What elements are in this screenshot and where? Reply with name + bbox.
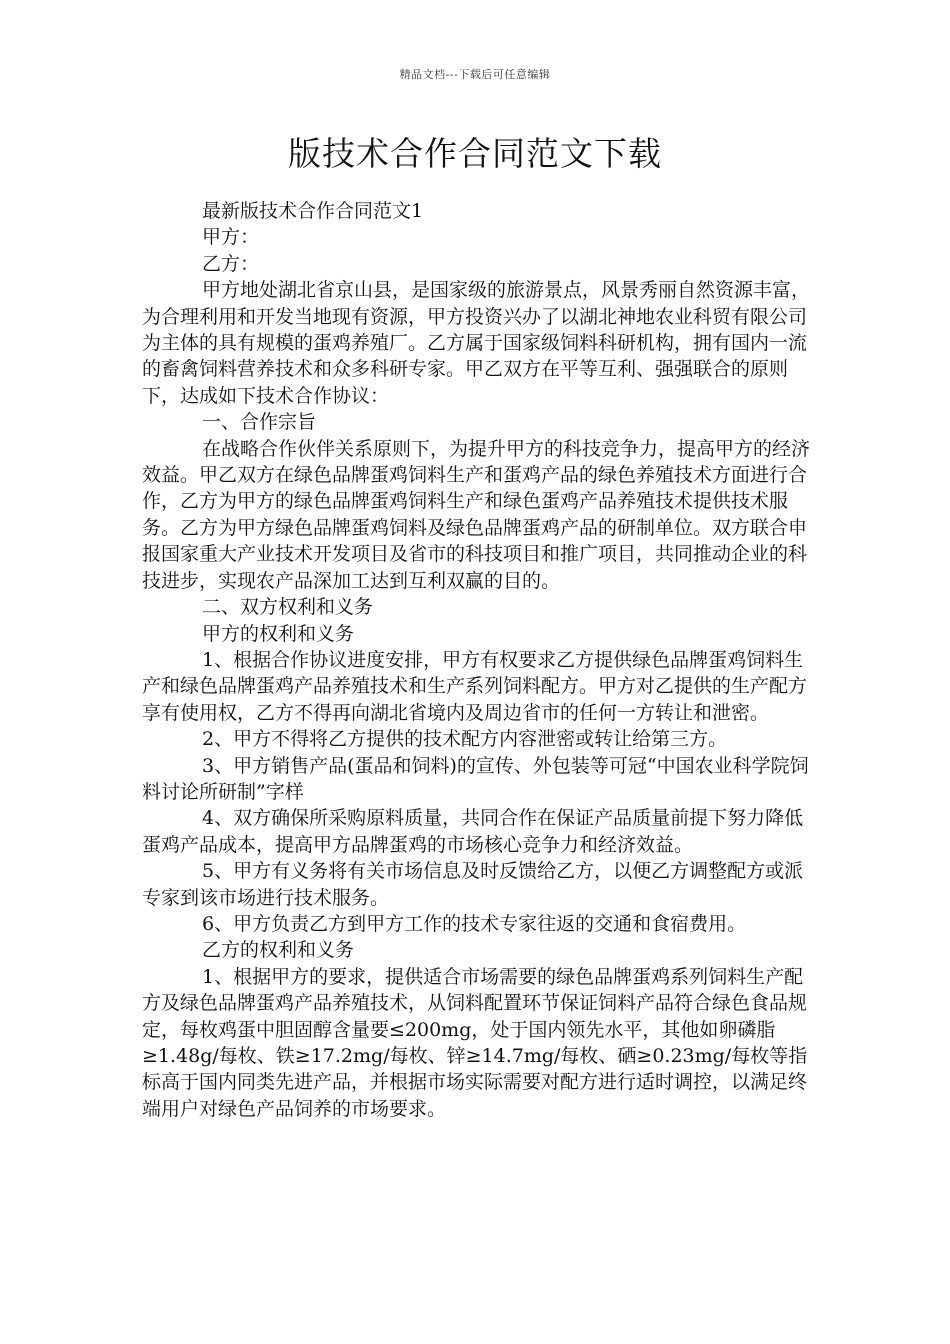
clause-a-2: 2、甲方不得将乙方提供的技术配方内容泄密或转让给第三方。 [202, 728, 728, 751]
clause-a-1: 1、根据合作协议进度安排，甲方有权要求乙方提供绿色品牌蛋鸡饲料生产和绿色品牌蛋鸡产品养殖技术和生产系列饲料配方。甲方对乙提供的生产配方享有使用权，乙方不得再向湖北省境内及周边省市的任何一方转让和泄密。 [142, 648, 808, 724]
section-heading-purpose: 一、合作宗旨 [202, 411, 317, 434]
subheading-party-b-rights: 乙方的权利和义务 [202, 939, 355, 962]
subheading-party-a-rights: 甲方的权利和义务 [202, 622, 355, 645]
paragraph-purpose: 在战略合作伙伴关系原则下，为提升甲方的科技竞争力，提高甲方的经济效益。甲乙双方在绿色品牌蛋鸡饲料生产和蛋鸡产品的绿色养殖技术方面进行合作，乙方为甲方的绿色品牌蛋鸡饲料生产和绿色蛋鸡产品养殖技术提供技术服务。乙方为甲方绿色品牌蛋鸡饲料及绿色品牌蛋鸡产品的研制单位。双方联合申报国家重大产业技术开发项目及省市的科技项目和推广项目，共同推动企业的科技进步，实现农产品深加工达到互利双赢的目的。 [142, 437, 811, 592]
document-body [142, 198, 812, 1122]
clause-a-3: 3、甲方销售产品(蛋品和饲料)的宣传、外包装等可冠“中国农业科学院饲料讨论所研制”字样 [142, 754, 809, 803]
page-header-note: 精品文档---下载后可任意编辑 [399, 68, 551, 81]
clause-a-4: 4、双方确保所采购原料质量，共同合作在保证产品质量前提下努力降低蛋鸡产品成本，提高甲方品牌蛋鸡的市场核心竞争力和经济效益。 [142, 807, 804, 856]
document-title: 版技术合作合同范文下载 [288, 134, 662, 173]
paragraph-subtitle: 最新版技术合作合同范文1 [202, 200, 424, 222]
section-heading-rights: 二、双方权利和义务 [202, 596, 374, 619]
clause-b-1: 1、根据甲方的要求，提供适合市场需要的绿色品牌蛋鸡系列饲料生产配方及绿色品牌蛋鸡产品养殖技术，从饲料配置环节保证饲料产品符合绿色食品规定，每枚鸡蛋中胆固醇含量要≤200mg，处于国内领先水平，其他如卵磷脂≥1.48g/每枚、铁≥17.2mg/每枚、锌≥14.7mg/每枚、硒≥0.23mg/每枚等指标高于国内同类先进产品，并根据市场实际需要对配方进行适时调控，以满足终端用户对绿色产品饲养的市场要求。 [142, 965, 808, 1120]
paragraph-party-a: 甲方： [202, 226, 260, 249]
paragraph-intro: 甲方地处湖北省京山县，是国家级的旅游景点，风景秀丽自然资源丰富，为合理利用和开发当地现有资源，甲方投资兴办了以湖北神地农业科贸有限公司为主体的具有规模的蛋鸡养殖厂。乙方属于国家级饲料科研机构，拥有国内一流的畜禽饲料营养技术和众多科研专家。甲乙双方在平等互利、强强联合的原则下，达成如下技术合作协议： [142, 279, 811, 407]
paragraph-party-b: 乙方： [202, 252, 260, 275]
clause-a-6: 6、甲方负责乙方到甲方工作的技术专家往返的交通和食宿费用。 [202, 912, 747, 935]
clause-a-5: 5、甲方有义务将有关市场信息及时反馈给乙方，以便乙方调整配方或派专家到该市场进行技术服务。 [142, 860, 804, 909]
